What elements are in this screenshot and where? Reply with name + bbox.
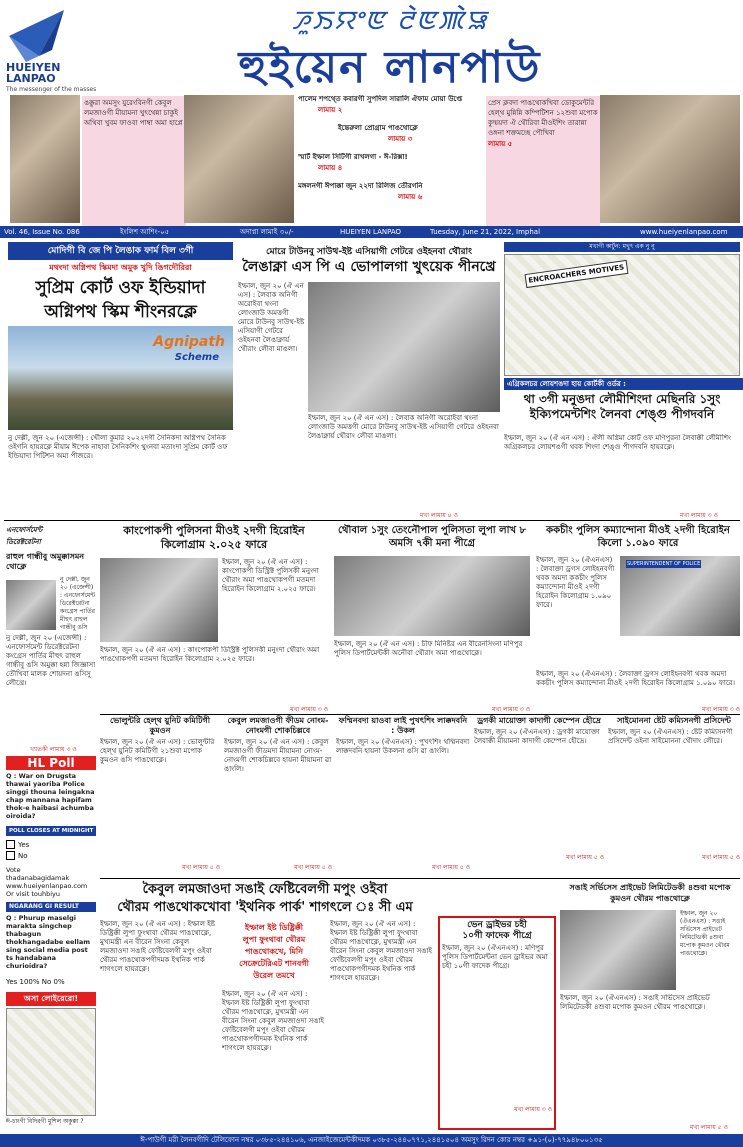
poll-vote-info: Vote thadanabagidamak www.hueiyenlanpao.com Or visit touhbiyu	[6, 866, 96, 898]
teaser-list	[298, 95, 484, 223]
poll-yes-option[interactable]: Yes	[6, 840, 96, 849]
lead-center-kicker: মোরে টাউনবু সাউথ-ইষ্ট এসিয়াগী গেটরে ওইহনবা থৌরাং	[265, 247, 473, 257]
agnipath-label: Agnipath	[153, 334, 225, 350]
editorial-cartoon	[504, 254, 740, 376]
bottom-van-driver-box: ভেন ড্রাইভর চহী ১০গী ফাদেক পীগ্রে ইম্ফাল, জুন ২০ (ঐএনএস) : মণিপুর পুলিস ডিপার্টমেন্টনা ভেন ড্রাইভর অমা চহী ১০গী ফাদেক পীগ্রে। মখা লামায় ৩ ও	[438, 916, 556, 1130]
result-values: Yes 100% No 0%	[6, 978, 65, 986]
divider-row2	[4, 520, 740, 521]
agnipath-scheme-label: Scheme	[174, 352, 219, 363]
story-thoubal-headline: থৌবাল ১সুং তেংনৌপাল পুলিসতা লুপা লাখ ৮ অমসি ৭কী মনা পীগ্রে	[337, 525, 527, 549]
paper-name: HUEIYEN LANPAO	[340, 228, 402, 236]
bottom-lead-body-col3: ইম্ফাল, জুন ২০ (ঐ এন এস) : ইম্ফাল ইষ্ট ডিষ্ট্রিক্কী লুপা ফুংথাবা থৌরম পাঙথোক্লে, মুখ্যমন্ত্রী এন বীরেন সিংনা কেবুল লমজাওদা সঙাই ফেষ্টিবেলগী মপুং ওইবা থৌরম পাঙথোকপগীদমক ইথনিক পার্ক শাগৎলে হায়রক্লে।	[330, 920, 433, 982]
teaser-1: পালেম শপথ্তে কবারগী সুপদিল সারালি ঐফাম মোয়া উপ্তে	[298, 95, 463, 103]
lead-right-body: ইম্ফাল, জুন ২০ (ঐ এন এস) : ঐলী অগ্নিমা কোর্ট ওফ মণিপুরনা লৈবাক্কী লৌমীশিং অগ্রিকলচর লোয়শঙগী থবক শিংদা শেঙ্গু পীগদবনি হায়রক্লে।	[504, 434, 731, 451]
story-kakching: ককচীং পুলিস কম্যান্দোনা মীওই ২দগী হিরোইন কিলো ১.০৯০ ফারে ইম্ফাল, জুন ২০ (ঐএনএস) : লৈবাক্তা ড্রগস লোইহনবগী থবক অমদা ককচীং পুলিস কম্যান্দোনা মীওই ২দগী হিরোইন কিলোগ্রাম ১.০৯০ ফারে। SUPERINTENDENT OF POLICE ইম্ফাল, জুন ২০ (ঐএনএস) : লৈবাক্তা ড্রগস লোইহনবগী থবক অমদা ককচীং পুলিস কম্যান্দোনা মীওই ২দগী হিরোইন কিলোগ্রাম ১.০৯০ ফারে। মখা লামায় ৩ ও	[536, 525, 740, 713]
bottom-right-body: ইম্ফাল, জুন ২০ (ঐএনএস) : সঙাই সর্ভিসেস প্রাইভেট লিমিটেডকী ৪শুবা মপোক কুমওন থৌরম পাঙথোক্লে।	[560, 994, 710, 1011]
story-kangpokpi-body: ইম্ফাল, জুন ২০ (ঐ এন এস) : কাংপোকপী ডিস্ট্রিক্ট পুলিসকী মনুংদা থৌরাং অমা পাঙথোকপগী মতমদা হিরোইন কিলোগ্রাম ২.০২৫ ফারে।	[100, 646, 320, 663]
story-kakching-headline: ককচীং পুলিস কম্যান্দোনা মীওই ২দগী হিরোইন কিলো ১.০৯০ ফারে	[546, 525, 730, 549]
lead-right-kicker: এগ্রিকলচর লোয়শঙদা হায় কোর্টকী ওর্ডর :	[504, 378, 743, 390]
yes-checkbox[interactable]	[6, 840, 15, 849]
footer-contact: ঈ-পাউগী মরী লৈনবগীদি টেলিফোন নম্বর ০৩৮৫-২৪৪১০৬, এনজাইজেমেন্টকীদমক ০৩৮৫-২৪৪০৭৭১,২৪৪১৫০৪ অমসুং রিদন কোর নম্বর +৯১-(০)-৭৭৯৪৮০০১৩৫	[0, 1134, 743, 1147]
teaser-photo-mid	[184, 95, 294, 223]
rahul-body-side: নু দেল্লী, জুন ২০ (এজেন্সী) : এনফোর্সমেন্ট ডিরেক্টরেটনা কংগ্রেস পার্তির মীহুৎ রাহুল গান্ধীবু ঙসি	[60, 576, 96, 631]
lead-center-body2: ইম্ফাল, জুন ২০ (ঐ এন এস) : লৈবাক অনিগী অরোইবা থংনা লোংজাউ অমত্তগী মোরে টাউনবু সাউথ-ইষ্ট এসিয়াগী গেটরে ওইহনবা লৈঙাক্নার্য় থৌরাং লৌবা মাঙলা।	[308, 414, 499, 440]
no-checkbox[interactable]	[6, 851, 15, 860]
story-thoubal-body: ইম্ফাল, জুন ২০ (ঐ এন এস) : চীফ মিনিষ্টর এন বীরেনসিংনা মণিপুর পুলিস ডিপার্টমেন্টকী অনৌবা থৌরাং অমা পাঙথোক্লে।	[334, 640, 523, 657]
rahul-headline: রাহুল গান্ধীবু অমুক্কাসমন থোক্লে	[6, 552, 85, 571]
teaser-4: মঙ্গলনগী ঈপাক্কা জুন ২২দা রিলিজ তৌরগনি	[298, 182, 423, 190]
poll-options	[6, 840, 96, 864]
poll-question: Q : War on Drugsta thawai yaoriba Police singgi thouna leingakna chap mannana hapifam thok-e haibasi achumba oiroida?	[6, 772, 95, 820]
lead-left-kicker: মোদিগী বি জে পি লৈঙাক ফার্ম বিল ৩গী	[8, 242, 233, 260]
logo-wordmark: HUEIYEN LANPAO	[6, 61, 61, 85]
cartoon-caption: ঈ-চাংগী বিদিরগী মুশিল অকুক্কা ?	[6, 1118, 84, 1125]
teaser-box-right: প্রেস ক্লবদা পাঙথোকখিবা ডোকুমেন্টরি হেল্থ মুন্নিন্নি কম্পিটিশন ১২শুবা মপোক কুম্ময়দা ঐ থৌরিবা মীওইশিং তারান্না ওঙ্গনা শক্তমচ্ছে পৌখিবা লামায় ৫	[486, 96, 600, 226]
teaser-3-page: লামায় ৪	[318, 164, 343, 172]
volume-issue: Vol. 46, Issue No. 086	[4, 228, 80, 236]
rahul-photo	[6, 580, 56, 630]
result-title: NGARANG GI RESULT	[6, 902, 96, 912]
teaser-2: ইন্তেরুলা প্রোগ্রাম পাঙথোক্লে	[338, 124, 418, 132]
teaser-1-page: লামায় ২	[318, 106, 343, 114]
story-kangpokpi-photo	[100, 558, 218, 642]
poll-closes: POLL CLOSES AT MIDNIGHT	[6, 826, 96, 836]
price: অদাপ্না লামাই ৩০/-	[240, 228, 294, 236]
teaser-photo-left	[10, 95, 80, 223]
lead-left-body: নু দেল্লী, জুন ২০ (এজেন্সী) : খৌলা কুমার ২০২২দগী সৈনিকদা অগ্নিপথ সৈনিক ওইগনি হায়রক্লে মীয়াম ঈপেক নাহাবা সৈনিকশিং থুংনবা মতাংদা সুপ্রিম কোর্ট ওফ ইন্ডিয়াদা পিটিশন অমা পীজরে।	[8, 434, 228, 460]
cartoon-sign: ENCROACHERS MOTIVES	[525, 260, 628, 288]
issue-info-bar	[0, 226, 743, 238]
story-thoubal-photo	[334, 556, 530, 636]
rahul-cont: খ্যাতকী লামায় ৩ ও	[30, 746, 77, 753]
poll-no-option[interactable]: No	[6, 851, 96, 860]
story-saimon: সাইমোননা ষ্টেট কম্যিসনগী প্রসিদেন্ট ইম্ফাল, জুন ২০ (ঐএনএস) : ষ্টেট কম্যিসনগী প্রসিদেন্ট ওইনা সাইমোননা থৌদাং লৌরে। মখা লামায় ৫ ও	[608, 716, 740, 861]
bottom-lead-subhead: ইম্ফাল ইষ্ট ডিষ্ট্রিক্কী লুপা ফুংথাবা থৌরম পাঙথোকখে, মিনি সেক্রেটেরিএট শানবগী উরেল তমখে	[239, 923, 309, 980]
rahul-label: এনফোর্সমেন্ট ডিরেক্টরেটনা	[6, 526, 43, 546]
masthead	[0, 0, 743, 93]
cartoon-label: মখাগী কার্টুন: মখুৎ এক নু নু	[504, 242, 740, 252]
small-cartoon	[6, 1008, 96, 1116]
divider-row3	[100, 714, 740, 715]
story-thoubal: থৌবাল ১সুং তেংনৌপাল পুলিসতা লুপা লাখ ৮ অমসি ৭কী মনা পীগ্রে ইম্ফাল, জুন ২০ (ঐ এন এস) : চীফ মিনিষ্টর এন বীরেনসিংনা মণিপুর পুলিস ডিপার্টমেন্টকী অনৌবা থৌরাং অমা পাঙথোক্লে। মখা লামায় ৩ ও	[334, 525, 530, 713]
story-kakching-body-side: ইম্ফাল, জুন ২০ (ঐএনএস) : লৈবাক্তা ড্রগস লোইহনবগী থবক অমদা ককচীং পুলিস কম্যান্দোনা মীওই ২দগী হিরোইন কিলোগ্রাম ১.০৯০ ফারে।	[536, 556, 615, 609]
lead-center-headline: লৈঙাক্না এস পি এ ভোপালগা খুৎয়েক পীনখ্রে	[242, 259, 496, 275]
teaser-2-page: লামায় ৩	[388, 135, 413, 143]
result-question: Q : Phurup maselgi marakta singchep thabagun thokhangadabe eellam sing social media post ts handabana churioidra?	[6, 914, 90, 970]
teaser-4-page: লামায় ৬	[398, 193, 423, 201]
bottom-lead-body-col2: ইম্ফাল, জুন ২০ (ঐ এন এস) : ইম্ফাল ইষ্ট ডিষ্ট্রিক্কী লুপা ফুংথাবা থৌরম পাঙথোক্লে, মুখ্যমন্ত্রী এন বীরেন সিংনা কেবুল লমজাওদা সঙাই ফেষ্টিবেলগী মপুং ওইবা থৌরম পাঙথোকপগীদমক ইথনিক পার্ক শাগৎলে হায়রক্লে।	[222, 990, 325, 1052]
bottom-lead-headline1: কৈবুল লমজাওদা সঙাই ফেষ্টিবেলগী মপুং ওইবা	[142, 882, 388, 897]
story-health-unit: ভোলুন্টরি হেল্থ য়ুনিট কমিটিগী কুমওন ইম্ফাল, জুন ২০ (ঐ এন এস) : ভোলুন্টরি হেল্থ য়ুনিট কমিটিগী ২১শুবা মপোক কুমওন ঙসি পাঙথোক্লে। মখা লামায় ৫ ও	[100, 716, 220, 871]
bottom-right-body-side: ইম্ফাল, জুন ২০ (ঐএনএস) : সঙাই সর্ভিসেস প্রাইভেট লিমিটেডকী ৪শুবা মপোক কুমওন থৌরম পাঙথোক্লে।	[680, 910, 730, 957]
bottom-lead-headline2: থৌরম পাঙথোকখোবা 'ইথনিক পার্ক' শাগৎলে ঃ সী এম	[117, 900, 413, 915]
story-kangpokpi: কাংপোকপী পুলিসনা মীওই ২দগী হিরোইন কিলোগ্রাম ২.০২৫ ফারে ইম্ফাল, জুন ২০ (ঐ এন এস) : কাংপোকপী ডিস্ট্রিক্ট পুলিসকী মনুংদা থৌরাং অমা পাঙথোকপগী মতমদা হিরোইন কিলোগ্রাম ২.০২৫ ফারে। ইম্ফাল, জুন ২০ (ঐ এন এস) : কাংপোকপী ডিস্ট্রিক্ট পুলিসকী মনুংদা থৌরাং অমা পাঙথোকপগী মতমদা হিরোইন কিলোগ্রাম ২.০২৫ ফারে। মখা লামায় ৩ ও	[100, 524, 328, 713]
lead-right-headline: থা ৩গী মনুঙদা লৌমীশিংদা মেছিনরি ১সুং ইক্যিপমেন্টশিং লৈনবা শেঙ্গু পীগদবনি	[523, 392, 721, 421]
agnipath-image	[8, 326, 233, 430]
masthead-meitei-title: ꯍꯨꯏꯌꯦꯟ ꯂꯥꯟꯄꯥꯎ	[291, 6, 489, 36]
divider-bottom	[100, 878, 740, 879]
teaser-3: স্মার্ট ইম্ফাল সিটিগী রাখলগা - ঈ-রিক্সা!	[298, 153, 408, 161]
teaser-box-left: ঙক্কুরা অমসুং যুরেংবিনগী কেবুল লমজাওগী মীয়ামনা খুৎথেন্না চাকুই অথিবা খুবম ফাওবা পাম্বা অমা হাপ্লে	[82, 96, 186, 226]
issue-date: Tuesday, June 21, 2022, Imphal	[430, 228, 541, 236]
lead-right-cont: মখা লামায় ৩ ও	[680, 512, 718, 519]
cartoon-box-title: অসা লোইরেরো!	[6, 992, 96, 1006]
masthead-bengali-title: হুইয়েন লানপাউ	[238, 42, 542, 93]
logo-tagline: The messenger of the masses	[6, 86, 97, 93]
bengali-date: ইংলিশ আশিং-০৫	[120, 228, 170, 236]
poll-website-link[interactable]: www.hueiyenlanpao.com	[6, 882, 88, 890]
story-keibul: কেবুল লমজাওগী ফীডম নোংম-নোংমগী শোকচিল্লবে ইম্ফাল, জুন ২০ (ঐ এন এস) : কেবুল লমজাওগী ফীডমদা মীয়ামনা নোংম-নোংমগী শোকচিল্লবে হায়না মীয়ামনা ৱা ঙাংলি। মখা লামায় ৫ ও	[224, 716, 332, 871]
lead-left-headline: সুপ্রিম কোর্ট ওফ ইন্ডিয়াদা অগ্নিপথ স্কিম শীংনরক্লে	[35, 278, 206, 322]
story-kakching-photo: SUPERINTENDENT OF POLICE	[620, 556, 740, 636]
bottom-right-photo	[560, 910, 676, 990]
website: www.hueiyenlanpao.com	[640, 228, 728, 236]
story-books: ফম্মিনবদা য়াওবা লাই পুখৎশিং লাক্কদবনি : উকল ইম্ফাল, জুন ২০ (ঐএনএস) : পুখৎশিং থম্মিনবদা লাক্কদবনি হায়না উকলনা ঙসি ৱা ঙাংলি। মখা লামায় ৫ ও	[336, 716, 470, 871]
bottom-lead-body: ইম্ফাল, জুন ২০ (ঐ এন এস) : ইম্ফাল ইষ্ট ডিষ্ট্রিক্কী লুপা ফুংথাবা থৌরম পাঙথোক্লে, মুখ্যমন্ত্রী এন বীরেন সিংনা কেবুল লমজাওদা সঙাই ফেষ্টিবেলগী মপুং ওইবা থৌরম পাঙথোকপগীদমক ইথনিক পার্ক শাগৎলে হায়রক্লে।	[100, 920, 215, 973]
story-kakching-body: ইম্ফাল, জুন ২০ (ঐএনএস) : লৈবাক্তা ড্রগস লোইহনবগী থবক অমদা ককচীং পুলিস কম্যান্দোনা মীওই ২দগী হিরোইন কিলোগ্রাম ১.০৯০ ফারে।	[536, 670, 736, 687]
lead-center-body: ইম্ফাল, জুন ২০ (ঐ এন এস) : লৈবাক অনিগী অরোইবা থংনা লোংজাউ অমত্তগী মোরে টাউনবু সাউথ-ইষ্ট এসিয়াগী গেটরে ওইহনবা লৈঙাক্নার্য় থৌরাং লৌবা মাঙলা।	[238, 282, 305, 353]
bottom-right-cont: মখা লামায় ৫ ও	[690, 1124, 728, 1131]
lead-left-kicker2: মথংদা অগ্নিপথ স্কিমদা অমুক খুদি ঙিগদৌরিরা	[49, 263, 192, 272]
paper-bird-icon	[4, 6, 74, 64]
lead-center-photo	[308, 282, 500, 412]
story-kangpokpi-body-side: ইম্ফাল, জুন ২০ (ঐ এন এস) : কাংপোকপী ডিস্ট্রিক্ট পুলিসকী মনুংদা থৌরাং অমা পাঙথোকপগী মতমদা হিরোইন কিলোগ্রাম ২.০২৫ ফারে।	[222, 558, 319, 593]
teaser-photo-right	[600, 95, 740, 223]
lead-center-cont: মখা লামায় ৪ ও	[420, 512, 458, 519]
bottom-right-headline: সঙাই সর্ভিসেস প্রাইভেট লিমিটেডকী ৪শুবা মপোক কুমওন থৌরম পাঙথোক্লে	[569, 883, 731, 903]
poll-title: HL Poll	[6, 756, 96, 770]
rahul-body: নু দেল্লী, জুন ২০ (এজেন্সী) : এনফোর্সমেন্ট ডিরেক্টরেটনা কংগ্রেস পার্তির মীহুৎ রাহুল গান্ধীবু ঙসি অমুক্কা হন্না জিজ্ঞাসা তৌখিবা মালক শোয়দনা ঙসিসু লৌখ্রে।	[6, 634, 96, 687]
story-kangpokpi-headline: কাংপোকপী পুলিসনা মীওই ২দগী হিরোইন কিলোগ্রাম ২.০২৫ ফারে	[123, 524, 305, 551]
story-drug-campaign: ড্রগকী মায়োক্তা কাদাগী কেম্পেন হৌদ্রে ইম্ফাল, জুন ২০ (ঐএনএস) : ড্রগকী মায়োক্তা লৈবাক্কী মীয়ামনা কাদাগী কেম্পেন হৌদ্রে। মখা লামায় ৫ ও	[474, 716, 604, 861]
